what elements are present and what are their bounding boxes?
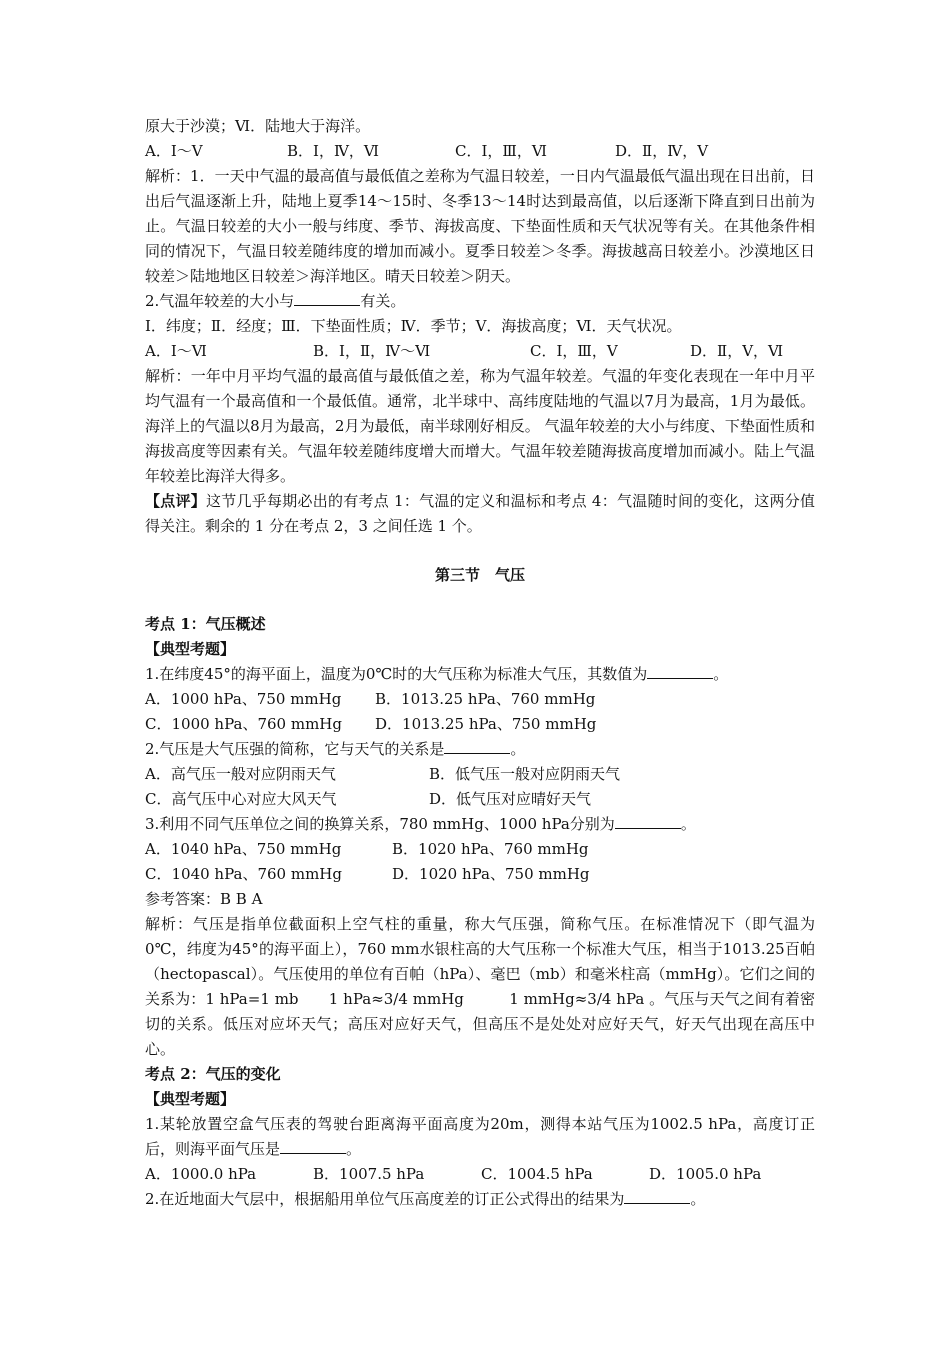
- question-options: [145, 837, 815, 862]
- option-c: C．1040 hPa、760 mmHg: [145, 865, 342, 883]
- kp1-title: 考点 1：气压概述: [145, 615, 266, 633]
- question-text-end: 。: [510, 740, 526, 758]
- document-page: [145, 114, 815, 1212]
- kp2-question-2: [145, 1187, 815, 1212]
- kp1-question-1: [145, 662, 815, 687]
- question-text: 2.在近地面大气层中，根据船用单位气压高度差的订正公式得出的结果为: [145, 1190, 625, 1208]
- analysis-paragraph: 解析：1．一天中气温的最高值与最低值之差称为气温日较差，一日内气温最低气温出现在日出前，日出后气温逐渐上升，陆地上夏季14～15时、冬季13～14时达到最高值，以后逐渐下降直到日出前为止。气温日较差的大小一般与纬度、季节、海拔高度、下垫面性质和天气状况等有关。在其他条件相同的情况下，气温日较差随纬度的增加而减小。夏季日较差＞冬季。海拔越高日较差小。沙漠地区日较差＞陆地地区日较差＞海洋地区。晴天日较差＞阴天。: [145, 167, 815, 285]
- question-options: [145, 687, 815, 712]
- question-text: 2.气压是大气压强的简称，它与天气的关系是: [145, 740, 445, 758]
- question-options: [145, 139, 815, 164]
- option-d: D．Ⅱ，Ⅳ，Ⅴ: [615, 142, 709, 160]
- question-options: [145, 1162, 815, 1187]
- answer-blank: [615, 812, 681, 829]
- analysis-paragraph: 解析：一年中月平均气温的最高值与最低值之差，称为气温年较差。气温的年变化表现在一年中月平均气温有一个最高值和一个最低值。通常，北半球中、高纬度陆地的气温以7月为最高，1月为最低。海洋上的气温以8月为最高，2月为最低，南半球刚好相反。 气温年较差的大小与纬度、下垫面性质和海拔高度等因素有关。气温年较差随纬度增大而增大。气温年较差随海拔高度增加而减小。陆上气温年较差比海洋大得多。: [145, 367, 815, 485]
- option-a: A．1000.0 hPa: [145, 1165, 257, 1183]
- question-options: [145, 712, 815, 737]
- question-text: 1.在纬度45°的海平面上，温度为0℃时的大气压称为标准大气压，其数值为: [145, 665, 648, 683]
- option-d: D．Ⅱ，Ⅴ，Ⅵ: [690, 342, 784, 360]
- option-c: C．高气压中心对应大风天气: [145, 790, 337, 808]
- option-a: A．Ⅰ～Ⅵ: [145, 342, 207, 360]
- option-d: D．1013.25 hPa、750 mmHg: [375, 715, 597, 733]
- question-text: 2.气温年较差的大小与: [145, 292, 295, 310]
- answer-blank: [647, 662, 713, 679]
- option-b: B．低气压一般对应阴雨天气: [429, 765, 621, 783]
- question-options: [145, 762, 815, 787]
- text-line: 原大于沙漠；Ⅵ．陆地大于海洋。: [145, 117, 371, 135]
- option-b: B．Ⅰ，Ⅱ，Ⅳ～Ⅵ: [313, 342, 431, 360]
- question-text-end: 。: [690, 1190, 706, 1208]
- option-a: A．Ⅰ～Ⅴ: [145, 142, 203, 160]
- option-b: B．Ⅰ，Ⅳ，Ⅵ: [287, 142, 380, 160]
- kp2-question-1: [145, 1112, 815, 1162]
- question-options: [145, 787, 815, 812]
- answer-blank: [280, 1137, 346, 1154]
- option-c: C．1004.5 hPa: [481, 1165, 593, 1183]
- option-a: A．1040 hPa、750 mmHg: [145, 840, 342, 858]
- section-title: 第三节 气压: [434, 566, 525, 584]
- question-2: [145, 289, 815, 314]
- analysis-paragraph: 解析：气压是指单位截面积上空气柱的重量，称大气压强，简称气压。在标准情况下（即气温为0℃，纬度为45°的海平面上），760 mm水银柱高的大气压称一个标准大气压，相当于1013.25百帕（hectopascal）。气压使用的单位有百帕（hPa）、毫巴（mb）和毫米柱高（mmHg）。它们之间的关系为：1 hPa=1 mb 1 hPa≈3/4 mmHg 1 mmHg≈3/4 hPa 。气压与天气之间有着密切的关系。低压对应坏天气；高压对应好天气，但高压不是处处对应好天气，好天气出现在高压中心。: [145, 915, 815, 1058]
- comment-text: 这节几乎每期必出的有考点 1：气温的定义和温标和考点 4：气温随时间的变化，这两分值得关注。剩余的 1 分在考点 2，3 之间任选 1 个。: [145, 492, 815, 535]
- typical-heading: 【典型考题】: [145, 1090, 236, 1108]
- question-text-end: 。: [346, 1140, 362, 1158]
- question-options: [145, 339, 815, 364]
- option-d: D．低气压对应晴好天气: [429, 790, 592, 808]
- kp1-question-3: [145, 812, 815, 837]
- option-d: D．1020 hPa、750 mmHg: [392, 865, 590, 883]
- reference-answer: 参考答案：B B A: [145, 890, 263, 908]
- answer-blank: [294, 289, 360, 306]
- kp1-question-2: [145, 737, 815, 762]
- answer-blank: [444, 737, 510, 754]
- question-items: Ⅰ．纬度；Ⅱ．经度；Ⅲ．下垫面性质；Ⅳ．季节；Ⅴ．海拔高度；Ⅵ．天气状况。: [145, 317, 682, 335]
- question-text: 3.利用不同气压单位之间的换算关系，780 mmHg、1000 hPa分别为: [145, 815, 615, 833]
- option-c: C．1000 hPa、760 mmHg: [145, 715, 342, 733]
- question-text-end: 。: [713, 665, 729, 683]
- option-b: B．1020 hPa、760 mmHg: [392, 840, 589, 858]
- comment-label: 【点评】: [145, 492, 207, 510]
- option-a: A．高气压一般对应阴雨天气: [145, 765, 336, 783]
- answer-blank: [624, 1187, 690, 1204]
- option-b: B．1013.25 hPa、760 mmHg: [375, 690, 596, 708]
- question-options: [145, 862, 815, 887]
- option-a: A．1000 hPa、750 mmHg: [145, 690, 342, 708]
- comment-paragraph: [145, 489, 815, 539]
- option-c: C．Ⅰ，Ⅲ，Ⅴ: [530, 342, 618, 360]
- option-b: B．1007.5 hPa: [313, 1165, 425, 1183]
- typical-heading: 【典型考题】: [145, 640, 236, 658]
- kp2-title: 考点 2：气压的变化: [145, 1065, 281, 1083]
- option-d: D．1005.0 hPa: [649, 1165, 762, 1183]
- question-text-end: 有关。: [360, 292, 406, 310]
- question-text-end: 。: [680, 815, 696, 833]
- question-text: 1.某轮放置空盒气压表的驾驶台距离海平面高度为20m，测得本站气压为1002.5 hPa，高度订正后，则海平面气压是: [145, 1115, 815, 1158]
- option-c: C．Ⅰ，Ⅲ，Ⅵ: [455, 142, 547, 160]
